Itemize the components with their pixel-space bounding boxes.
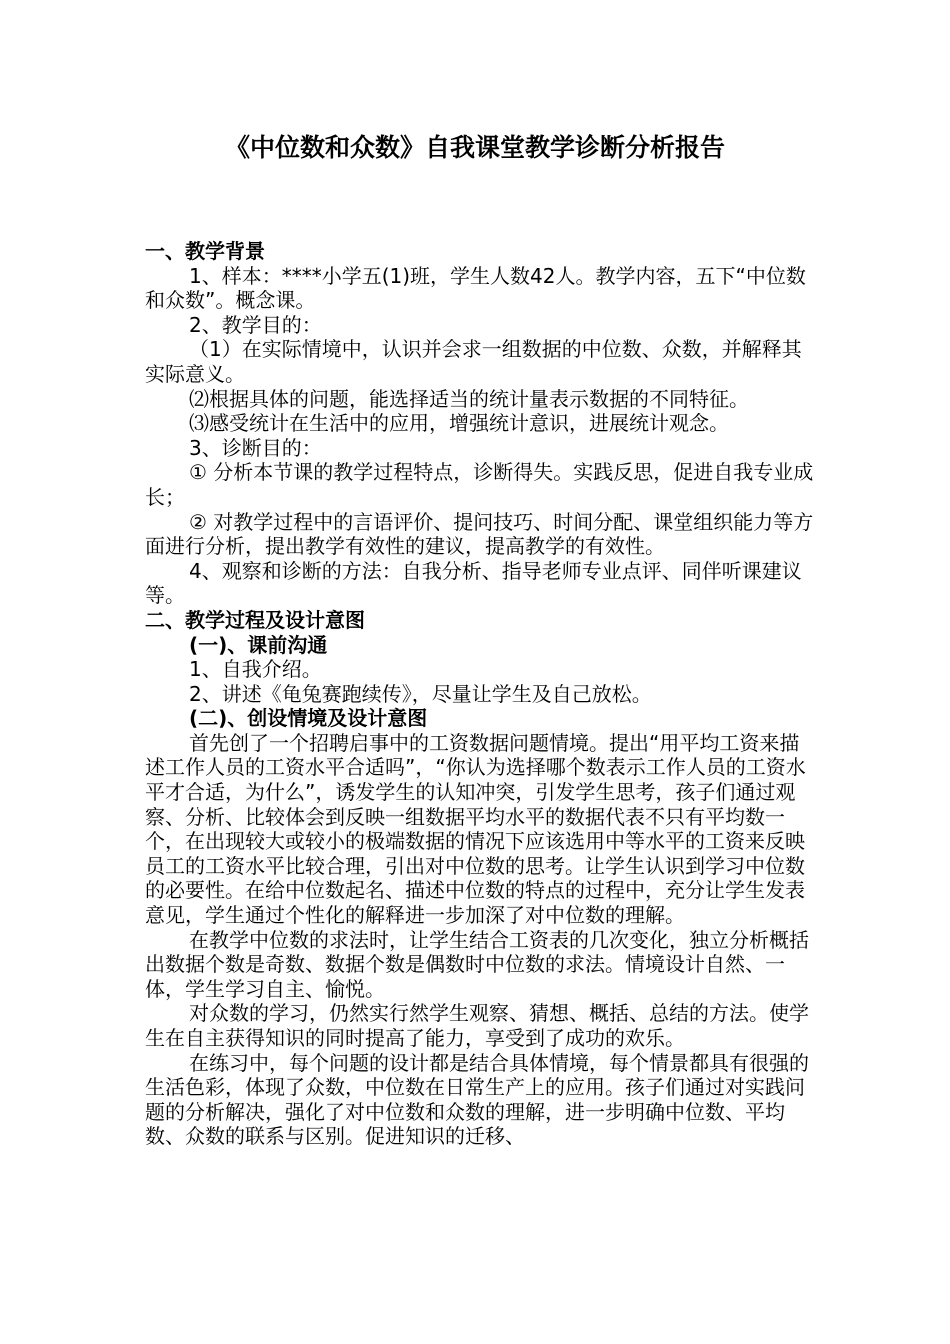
teaching-goal-1: （1）在实际情境中，认识并会求一组数据的中位数、众数，并解释其实际意义。 (145, 337, 802, 386)
subsection-heading-pre-class: (一)、课前沟通 (189, 632, 328, 657)
teaching-goal-3: ⑶感受统计在生活中的应用，增强统计意识，进展统计观念。 (189, 411, 729, 436)
background-sample: 1、样本：****小学五(1)班，学生人数42人。教学内容，五下“中位数和众数”。概念课。 (145, 263, 806, 313)
teaching-goals-label: 2、教学目的： (189, 312, 322, 337)
diagnosis-goal-2: ② 对教学过程中的言语评价、提问技巧、时间分配、课堂组织能力等方面进行分析，提出教学有效性的建议，提高教学的有效性。 (145, 509, 814, 559)
document-title: 《中位数和众数》自我课堂教学诊断分析报告 (224, 133, 725, 162)
pre-class-item-1: 1、自我介绍。 (189, 657, 322, 682)
section-heading-process: 二、教学过程及设计意图 (145, 607, 365, 632)
scenario-paragraph-3: 对众数的学习，仍然实行然学生观察、猜想、概括、总结的方法。使学生在自主获得知识的同时提高了能力，享受到了成功的欢乐。 (145, 1001, 809, 1050)
diagnosis-goal-1: ① 分析本节课的教学过程特点，诊断得失。实践反思，促进自我专业成长； (145, 460, 814, 509)
scenario-paragraph-4: 在练习中，每个问题的设计都是结合具体情境，每个情景都具有很强的生活色彩，体现了众数，中位数在日常生产上的应用。孩子们通过对实践问题的分析解决，强化了对中位数和众数的理解，进一步明确中位数、平均数、众数的联系与区别。促进知识的迁移、 (145, 1050, 809, 1149)
scenario-paragraph-1: 首先创了一个招聘启事中的工资数据问题情境。提出“用平均工资来描述工作人员的工资水平合适吗”，“你认为选择哪个数表示工作人员的工资水平才合适，为什么”，诱发学生的认知冲突，引发学生思考，孩子们通过观察、分析、比较体会到反映一组数据平均水平的数据代表不只有平均数一个，在出现较大或较小的极端数据的情况下应该选用中等水平的工资来反映员工的工资水平比较合理，引出对中位数的思考。让学生认识到学习中位数的必要性。在给中位数起名、描述中位数的特点的过程中，充分让学生发表意见，学生通过个性化的解释进一步加深了对中位数的理解。 (145, 730, 806, 928)
scenario-paragraph-2: 在教学中位数的求法时，让学生结合工资表的几次变化，独立分析概括出数据个数是奇数、数据个数是偶数时中位数的求法。情境设计自然、一体，学生学习自主、愉悦。 (145, 927, 809, 1001)
diagnosis-methods: 4、观察和诊断的方法：自我分析、指导老师专业点评、同伴听课建议等。 (145, 558, 802, 608)
section-heading-background: 一、教学背景 (145, 239, 265, 263)
teaching-goal-2: ⑵根据具体的问题，能选择适当的统计量表示数据的不同特征。 (189, 386, 749, 411)
document-body (145, 239, 817, 1149)
subsection-heading-scenario: (二)、创设情境及设计意图 (189, 706, 428, 731)
diagnosis-goals-label: 3、诊断目的： (189, 435, 322, 460)
pre-class-item-2: 2、讲述《龟兔赛跑续传》，尽量让学生及自己放松。 (189, 681, 652, 706)
